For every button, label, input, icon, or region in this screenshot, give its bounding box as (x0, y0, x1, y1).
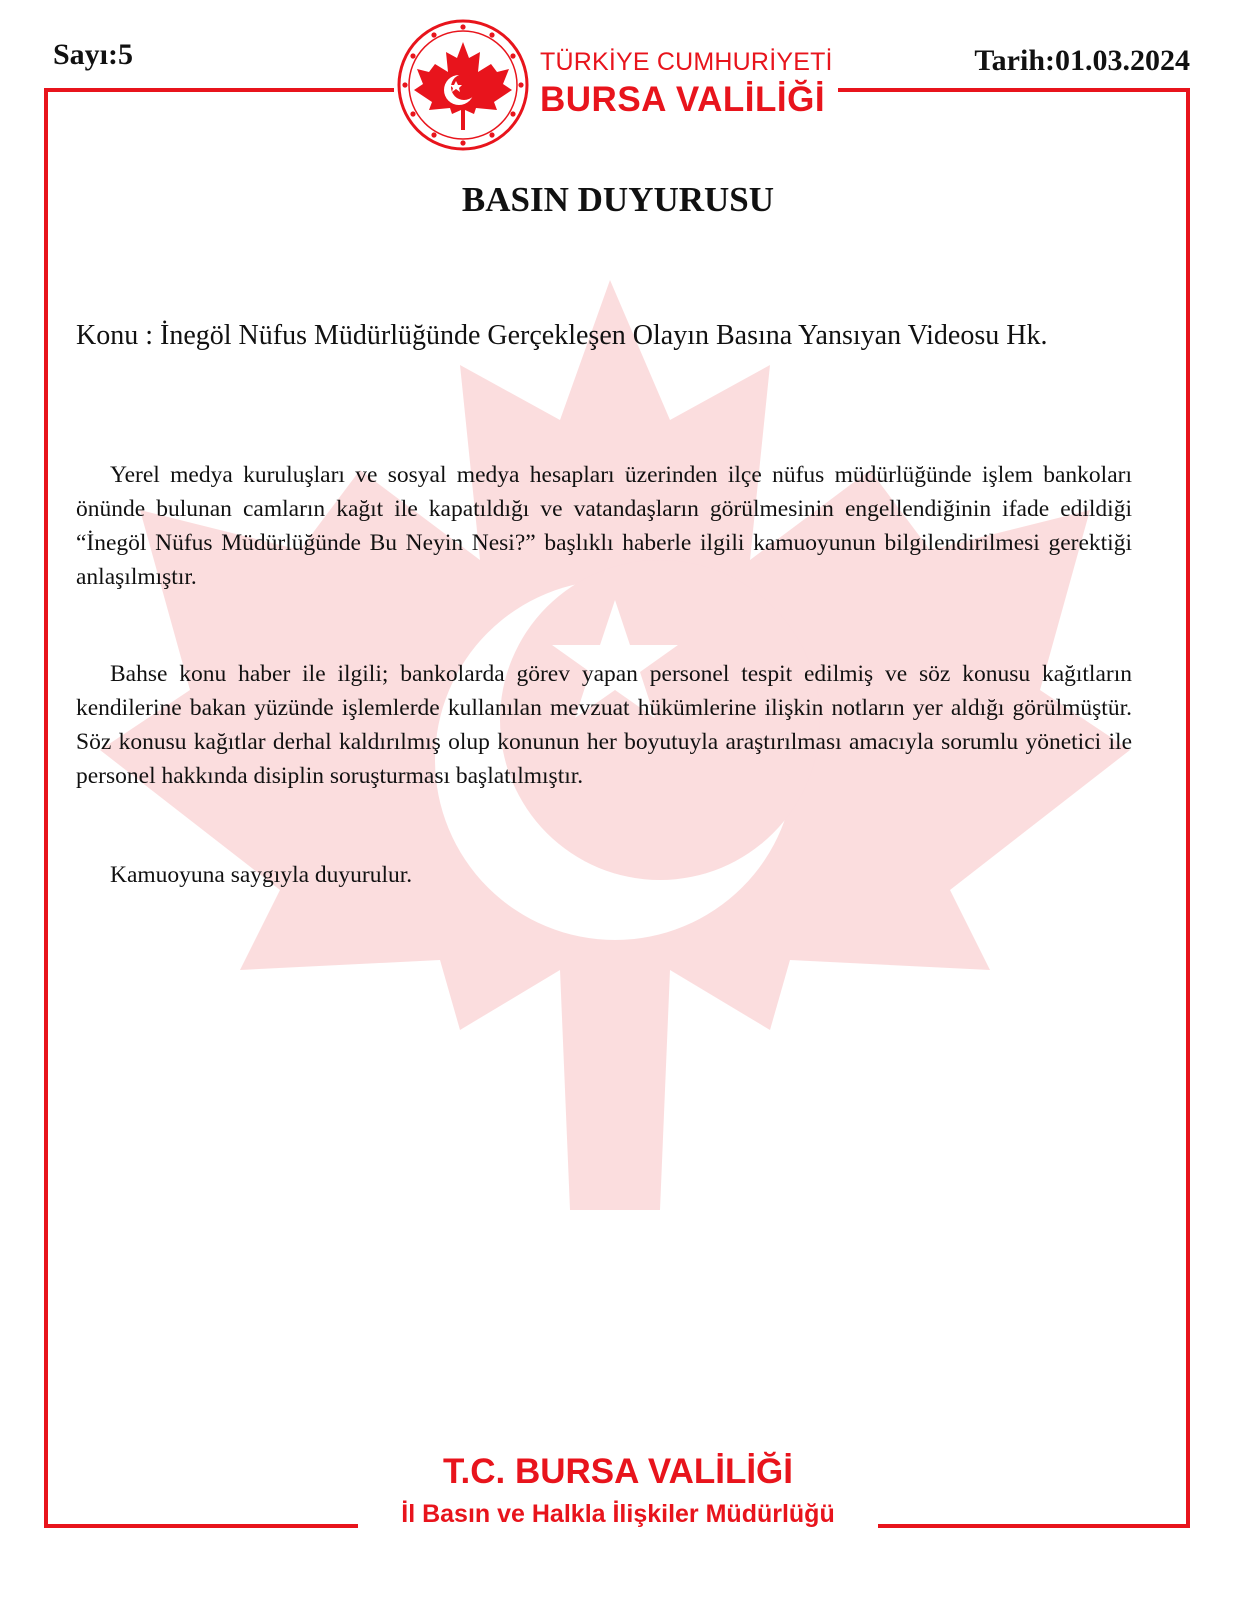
org-name: BURSA VALİLİĞİ (540, 80, 826, 119)
document-subject: Konu : İnegöl Nüfus Müdürlüğünde Gerçekleşen Olayın Basına Yansıyan Videosu Hk. (76, 320, 1048, 351)
document-number: Sayı:5 (53, 38, 134, 71)
document-title: BASIN DUYURUSU (461, 180, 775, 219)
paragraph-closing: Kamuoyuna saygıyla duyurulur. (110, 862, 413, 888)
footer-subtitle: İl Basın ve Halkla İlişkiler Müdürlüğü (401, 1500, 835, 1528)
org-country: TÜRKİYE CUMHURİYETİ (540, 48, 833, 76)
footer-title: T.C. BURSA VALİLİĞİ (443, 1452, 793, 1491)
page-border (44, 88, 1190, 1528)
paragraph-2: Bahse konu haber ile ilgili; bankolarda görev yapan personel tespit edilmiş ve söz konusu kağıtların kendilerine bakan yüzünde işlemlerde kullanılan mevzuat hükümlerine ilişkin notların yer aldığı görülmüştür. Söz konusu kağıtlar derhal kaldırılmış olup konunun her boyutuyla araştırılması amacıyla sorumlu yönetici ile personel hakkında disiplin soruşturması başlatılmıştır. (76, 661, 1132, 789)
emblem-icon (396, 18, 530, 152)
paragraph-1: Yerel medya kuruluşları ve sosyal medya hesapları üzerinden ilçe nüfus müdürlüğünde işlem bankoları önünde bulunan camların kağıt ile kapatıldığı ve vatandaşların görülmesinin engellendiğinin ifade edildiği “İnegöl Nüfus Müdürlüğünde Bu Neyin Nesi?” başlıklı haberle ilgili kamuoyunun bilgilendirilmesi gerektiği anlaşılmıştır. (76, 462, 1132, 590)
document-date: Tarih:01.03.2024 (974, 44, 1190, 77)
